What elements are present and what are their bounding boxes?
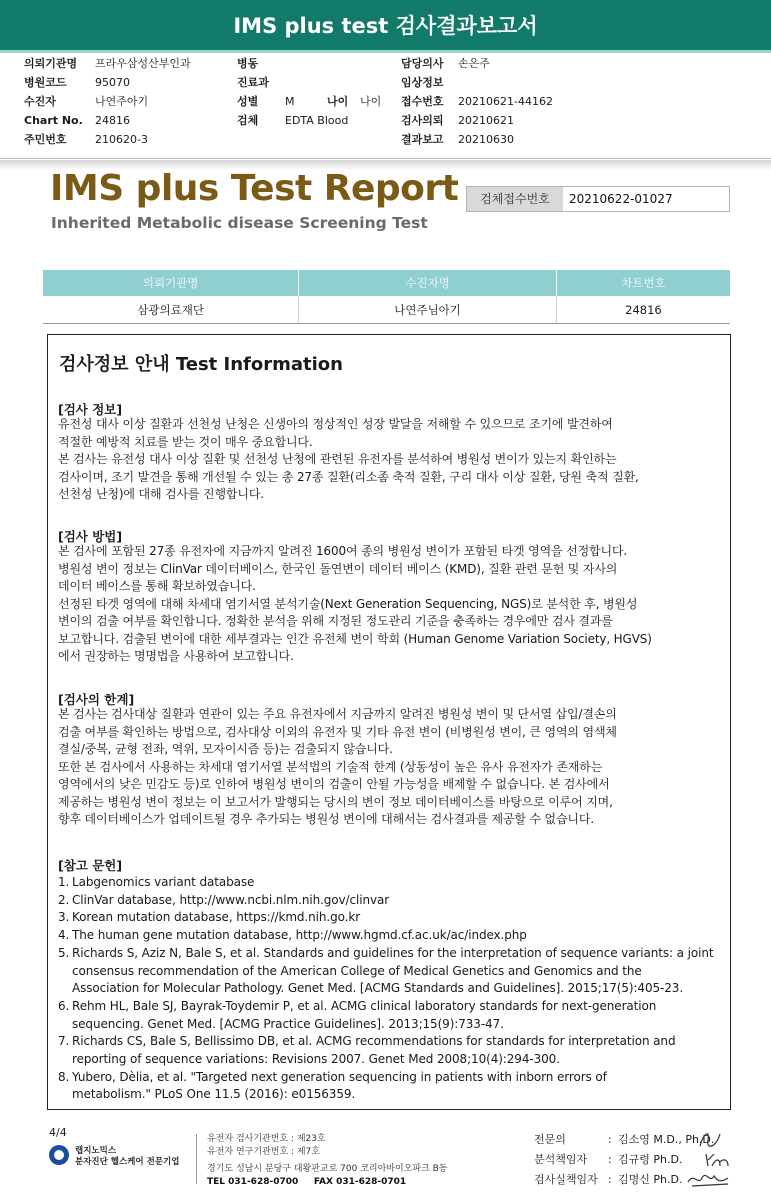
header-divider	[0, 158, 771, 159]
text-line: 제공하는 병원성 변이 정보는 이 보고서가 발행되는 당시의 변이 정보 데이터베이스를 바탕으로 이루어 지며,	[58, 794, 613, 809]
meta-label: 검체	[237, 114, 259, 127]
company-tagline: 분자진단 헬스케어 전문기업	[75, 1157, 180, 1167]
reference-text: The human gene mutation database, http://www.hgmd.cf.ac.uk/ac/index.php	[72, 928, 527, 943]
text-line: 변이의 검출 여부를 확인합니다. 정확한 분석을 위해 지정된 정도관리 기준을 충족하는 경우에만 검사 결과를	[58, 614, 613, 628]
reference-number: 8.	[58, 1069, 70, 1084]
receipt-number-box	[466, 186, 730, 212]
reference-text: Association for Molecular Pathology. Genet Med. [ACMG Standards and Guidelines]. 2015;17(5):405-23.	[72, 981, 684, 996]
text-line: 검사이며, 조기 발견을 통해 개선될 수 있는 총 27종 질환(리소좀 축적 질환, 구리 대사 이상 질환, 당원 축적 질환,	[58, 469, 639, 484]
age-value: 나이	[360, 95, 382, 108]
age-label: 나이	[327, 95, 349, 108]
meta-label: 성별	[237, 95, 259, 108]
test-information-title: 검사정보 안내 Test Information	[59, 354, 343, 375]
meta-value: 나연주아기	[95, 95, 149, 108]
text-line: 또한 본 검사에서 사용하는 차세대 염기서열 분석법의 기술적 한계 (상동성이 높은 유사 유전자가 존재하는	[58, 759, 603, 774]
reference-text: reporting of sequence variations: Revisions 2007. Genet Med 2008;10(4):294-300.	[72, 1052, 560, 1067]
column-header: 수진자명	[299, 270, 557, 296]
meta-column-2	[237, 54, 381, 130]
text-line: 병원성 변이 정보는 ClinVar 데이터베이스, 한국인 돌연변이 데이터 베이스 (KMD), 질환 관련 문헌 및 자사의	[58, 561, 618, 576]
meta-value: 95070	[95, 76, 130, 89]
signer-row: 분석책임자 : 김규령 Ph.D.	[534, 1150, 714, 1170]
reference-text: consensus recommendation of the American College of Medical Genetics and Genomics and the	[72, 963, 642, 978]
meta-label: 임상정보	[401, 76, 444, 89]
text-line: 향후 데이터베이스가 업데이트될 경우 추가되는 병원성 변이에 대해서는 검사결과를 제공할 수 없습니다.	[58, 812, 594, 826]
text-line: 검출 여부를 확인하는 방법으로, 검사대상 이외의 유전자 및 기타 유전 변이 (비병원성 변이, 큰 영역의 염색체	[58, 724, 617, 739]
footer-divider	[196, 1134, 197, 1184]
reference-text: Korean mutation database, https://kmd.nih.go.kr	[72, 910, 361, 925]
reference-item	[58, 1069, 713, 1104]
signature-icon	[696, 1128, 724, 1152]
text-line: 보고합니다. 검출된 변이에 대한 세부결과는 인간 유전체 변이 학회 (Human Genome Variation Society, HGVS)	[58, 631, 652, 646]
reference-number: 7.	[58, 1034, 70, 1049]
reference-item	[58, 874, 713, 892]
company-logo-icon	[49, 1145, 69, 1165]
meta-label: 수진자	[24, 95, 56, 108]
meta-label: 결과보고	[401, 133, 444, 146]
meta-label: 병원코드	[24, 76, 67, 89]
meta-value: 24816	[95, 114, 130, 127]
signer-name: 김명신 Ph.D.	[618, 1173, 683, 1186]
meta-value: M	[285, 95, 295, 108]
meta-column-3	[401, 54, 553, 149]
reference-item	[58, 998, 713, 1033]
reference-item	[58, 945, 713, 998]
signer-role: 검사실책임자	[534, 1173, 598, 1186]
reference-item	[58, 927, 713, 945]
meta-value: 20210621-44162	[458, 95, 553, 108]
meta-label: 검사의뢰	[401, 114, 444, 127]
table-row	[43, 296, 730, 324]
signer-role: 전문의	[534, 1133, 566, 1146]
lab-license: 유전자 검사기관번호 : 제23호	[207, 1134, 326, 1144]
text-line: 에서 권장하는 명명법을 사용하여 보고합니다.	[58, 649, 294, 663]
signers-block	[534, 1130, 714, 1190]
meta-value: 20210621	[458, 114, 514, 127]
text-line: 선정된 타겟 영역에 대해 차세대 염기서열 분석기술(Next Generation Sequencing, NGS)로 분석한 후, 병원성	[58, 596, 638, 611]
section-heading: [검사의 한계]	[58, 692, 135, 707]
reference-text: ClinVar database, http://www.ncbi.nlm.nih.gov/clinvar	[72, 892, 390, 907]
report-subtitle: Inherited Metabolic disease Screening Test	[51, 214, 428, 232]
reference-text: Yubero, Dèlia, et al. "Targeted next generation sequencing in patients with inborn errors of	[72, 1069, 607, 1084]
signer-name: 김소영 M.D., Ph.D.	[618, 1133, 715, 1146]
lab-info	[207, 1133, 447, 1189]
reference-text: Richards S, Aziz N, Bale S, et al. Standards and guidelines for the interpretation of sequence variants: a joint	[72, 945, 714, 960]
reference-text: sequencing. Genet Med. [ACMG Practice Guidelines]. 2013;15(9):733-47.	[72, 1016, 504, 1031]
reference-number: 3.	[58, 910, 70, 925]
text-line: 본 검사에 포함된 27종 유전자에 지금까지 알려진 1600여 종의 병원성 변이가 포함된 타겟 영역을 선정합니다.	[58, 544, 628, 558]
table-cell: 24816	[556, 296, 730, 324]
section-heading: [검사 방법]	[58, 529, 123, 544]
reference-item	[58, 1033, 713, 1068]
meta-label: 주민번호	[24, 133, 67, 146]
lab-research-license: 유전자 연구기관번호 : 제7호	[207, 1147, 320, 1157]
page-number: 4/4	[49, 1126, 67, 1139]
report-title: IMS plus Test Report	[50, 168, 459, 209]
meta-label: 담당의사	[401, 57, 444, 70]
section-body	[58, 416, 639, 504]
signer-role: 분석책임자	[534, 1153, 588, 1166]
meta-label: 병동	[237, 57, 259, 70]
text-line: 본 검사는 검사대상 질환과 연관이 있는 주요 유전자에서 지금까지 알려진 병원성 변이 및 단서열 삽입/결손의	[58, 707, 617, 721]
reference-number: 1.	[58, 875, 70, 889]
meta-value: 프라우삼성산부인과	[95, 57, 191, 70]
lab-fax: FAX 031-628-0701	[313, 1177, 407, 1187]
reference-number: 5.	[58, 945, 70, 960]
text-line: 본 검사는 유전성 대사 이상 질환 및 선천성 난청에 관련된 유전자를 분석하여 병원성 변이가 있는지 확인하는	[58, 452, 617, 466]
text-line: 선천성 난청)에 대해 검사를 진행합니다.	[58, 487, 264, 501]
text-line: 유전성 대사 이상 질환과 선천성 난청은 신생아의 정상적인 성장 발달을 저해할 수 있으므로 조기에 발견하여	[58, 417, 613, 431]
reference-text: Rehm HL, Bale SJ, Bayrak-Toydemir P, et al. ACMG clinical laboratory standards for next-generation	[72, 998, 657, 1013]
meta-value: EDTA Blood	[285, 114, 349, 127]
reference-text: metabolism." PLoS One 11.5 (2016): e0156359.	[72, 1087, 356, 1102]
reference-item	[58, 892, 713, 910]
receipt-label: 검체접수번호	[467, 187, 563, 211]
lab-phone: TEL 031-628-0700	[207, 1177, 299, 1187]
section-body	[58, 706, 617, 829]
reference-text: Richards CS, Bale S, Bellissimo DB, et al. ACMG recommendations for standards for interpretation and	[72, 1034, 676, 1049]
text-line: 데이터 베이스를 통해 확보하였습니다.	[58, 579, 256, 593]
text-line: 영역에서의 낮은 민감도 등)로 인하여 병원성 변이의 검출이 안될 가능성을 배제할 수 없습니다. 본 검사에서	[58, 777, 610, 791]
column-header: 의뢰기관명	[43, 270, 299, 296]
meta-label: 진료과	[237, 76, 269, 89]
meta-value: 20210630	[458, 133, 514, 146]
patient-table-header	[43, 270, 730, 296]
text-line: 적절한 예방적 치료를 받는 것이 매우 중요합니다.	[58, 434, 313, 449]
table-cell: 삼광의료재단	[43, 296, 299, 324]
reference-number: 6.	[58, 998, 70, 1013]
references-list	[58, 874, 713, 1104]
meta-value: 손은주	[458, 57, 490, 70]
company-name: 랩지노믹스	[75, 1146, 117, 1156]
reference-number: 4.	[58, 928, 70, 943]
table-cell: 나연주님아기	[299, 296, 557, 324]
receipt-value: 20210622-01027	[569, 192, 673, 206]
report-header-title: IMS plus test 검사결과보고서	[0, 0, 771, 53]
reference-number: 2.	[58, 892, 70, 907]
section-body	[58, 543, 652, 666]
reference-text: Labgenomics variant database	[72, 875, 255, 889]
patient-table	[43, 270, 730, 324]
meta-label: Chart No.	[24, 114, 83, 127]
text-line: 결실/중복, 균형 전좌, 역위, 모자이시즘 등)는 검출되지 않습니다.	[58, 742, 393, 756]
signer-row: 검사실책임자 : 김명신 Ph.D.	[534, 1170, 714, 1190]
references-heading: [참고 문헌]	[58, 858, 123, 873]
meta-value: 210620-3	[95, 133, 148, 146]
signer-row: 전문의 : 김소영 M.D., Ph.D.	[534, 1130, 714, 1150]
reference-item	[58, 909, 713, 927]
meta-column-1	[24, 54, 191, 149]
meta-label: 의뢰기관명	[24, 57, 78, 70]
meta-label: 접수번호	[401, 95, 444, 108]
column-header: 차트번호	[556, 270, 730, 296]
section-heading: [검사 정보]	[58, 402, 123, 417]
lab-address: 경기도 성남시 분당구 대왕판교로 700 코리아바이오파크 B동	[207, 1164, 448, 1174]
signature-icon	[684, 1168, 734, 1190]
signer-name: 김규령 Ph.D.	[618, 1153, 683, 1166]
